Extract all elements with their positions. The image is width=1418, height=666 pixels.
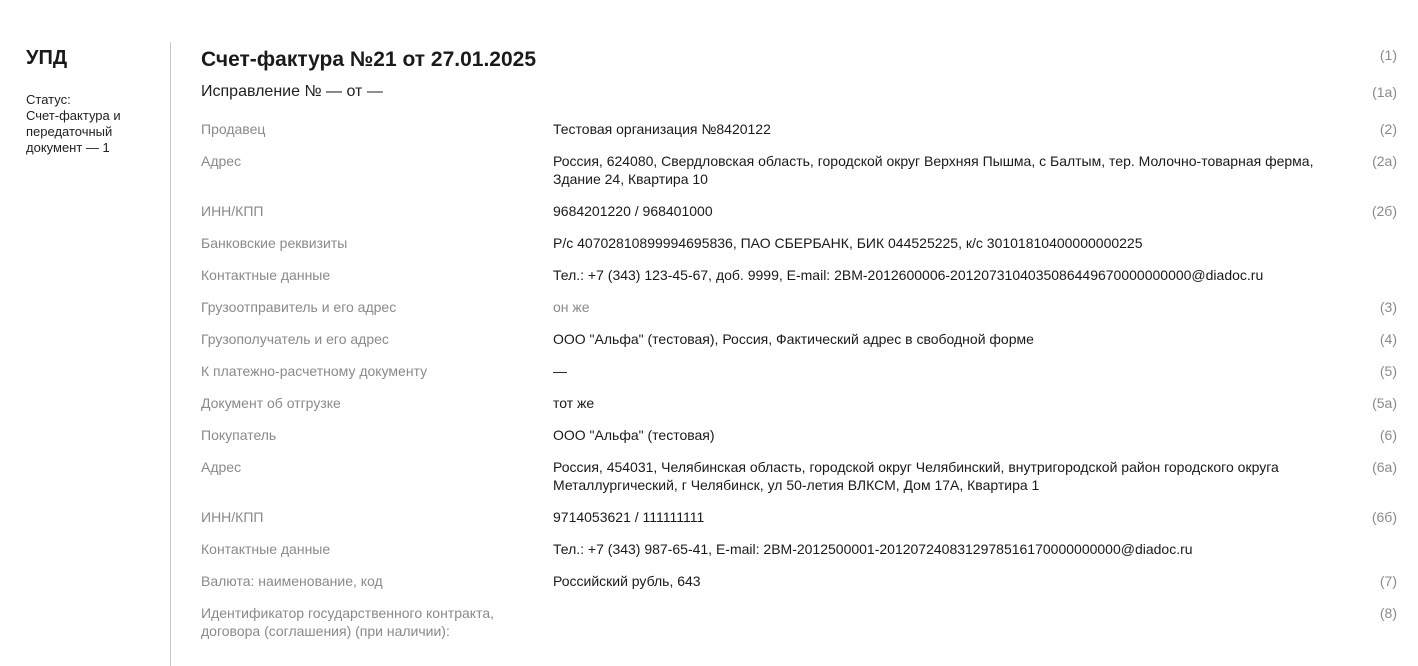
- field-bank-details: [201, 234, 1397, 252]
- field-value: Тел.: +7 (343) 123-45-67, доб. 9999, E-mail: 2BM-2012600006-2012073104035086449670000000000@diadoc.ru: [553, 267, 1264, 283]
- field-label: Банковские реквизиты: [201, 235, 348, 251]
- field-value: он же: [553, 299, 590, 315]
- field-value: [553, 604, 1343, 640]
- title-row: [201, 44, 1397, 76]
- field-label: Контактные данные: [201, 541, 331, 557]
- field-ref: (6): [1379, 427, 1397, 443]
- field-consignee: [201, 330, 1397, 348]
- correction-row: [201, 80, 1397, 108]
- field-ref: (8): [1379, 605, 1397, 621]
- field-label: ИНН/КПП: [201, 509, 264, 525]
- field-buyer-inn-kpp: [201, 508, 1397, 526]
- field-value: Российский рубль, 643: [553, 573, 701, 589]
- document-body: [201, 44, 1397, 654]
- field-payment-document: [201, 362, 1397, 380]
- field-ref: (6а): [1372, 459, 1397, 475]
- title-ref: (1): [1379, 47, 1397, 63]
- field-seller-inn-kpp: [201, 202, 1397, 220]
- field-value: Тел.: +7 (343) 987-65-41, E-mail: 2BM-2012500001-2012072408312978516170000000000@diadoc.ru: [553, 541, 1193, 557]
- field-value: тот же: [553, 395, 595, 411]
- field-ref: (2б): [1371, 203, 1397, 219]
- field-value: 9684201220 / 968401000: [553, 203, 713, 219]
- field-label: Грузополучатель и его адрес: [201, 331, 389, 347]
- field-ref: (2а): [1372, 153, 1397, 169]
- field-ref: (6б): [1371, 509, 1397, 525]
- document-type: УПД: [26, 47, 68, 69]
- correction-text: Исправление № — от —: [201, 83, 383, 100]
- page-title: Счет-фактура №21 от 27.01.2025: [201, 48, 537, 71]
- field-label: К платежно-расчетному документу: [201, 363, 428, 379]
- field-seller-address: [201, 152, 1397, 188]
- field-label: Валюта: наименование, код: [201, 573, 383, 589]
- field-ref: (7): [1379, 573, 1397, 589]
- field-ref: (5а): [1372, 395, 1397, 411]
- field-seller-contacts: [201, 266, 1397, 284]
- field-value: Тестовая организация №8420122: [553, 121, 771, 137]
- field-label: Продавец: [201, 121, 266, 137]
- field-value: ООО "Альфа" (тестовая): [553, 427, 715, 443]
- field-buyer-contacts: [201, 540, 1397, 558]
- field-label: Грузоотправитель и его адрес: [201, 299, 397, 315]
- field-contract-id: [201, 604, 1397, 640]
- fields-list: [201, 120, 1397, 640]
- field-buyer-address: [201, 458, 1397, 494]
- field-ref: (2): [1379, 121, 1397, 137]
- field-shipper: [201, 298, 1397, 316]
- field-buyer: [201, 426, 1397, 444]
- status-label: Статус:: [26, 92, 71, 107]
- sidebar-divider: [170, 42, 171, 666]
- field-label: Адрес: [201, 153, 242, 169]
- field-label: Документ об отгрузке: [201, 395, 341, 411]
- field-value: Р/с 40702810899994695836, ПАО СБЕРБАНК, БИК 044525225, к/с 30101810400000000225: [553, 235, 1143, 251]
- field-ref: (5): [1379, 363, 1397, 379]
- field-label: ИНН/КПП: [201, 203, 264, 219]
- correction-ref: (1а): [1372, 84, 1397, 100]
- field-label: Адрес: [201, 459, 242, 475]
- status-value: Счет-фактура и передаточный документ — 1: [26, 108, 121, 155]
- field-label: Покупатель: [201, 427, 277, 443]
- field-value: ООО "Альфа" (тестовая), Россия, Фактический адрес в свободной форме: [553, 331, 1034, 347]
- field-value: Россия, 624080, Свердловская область, городской округ Верхняя Пышма, с Балтым, тер. Молочно-товарная ферма, Здание 24, Квартира 10: [553, 153, 1314, 187]
- field-value: Россия, 454031, Челябинская область, городской округ Челябинский, внутригородской район городского округа Металлургический, г Челябинск, ул 50-летия ВЛКСМ, Дом 17А, Квартира 1: [553, 459, 1279, 493]
- field-currency: [201, 572, 1397, 590]
- field-label: Идентификатор государственного контракта, договора (соглашения) (при наличии):: [201, 605, 495, 639]
- sidebar: [26, 44, 156, 156]
- field-shipment-document: [201, 394, 1397, 412]
- field-value: —: [553, 363, 567, 379]
- field-ref: (4): [1379, 331, 1397, 347]
- field-label: Контактные данные: [201, 267, 331, 283]
- field-seller: [201, 120, 1397, 138]
- field-ref: (3): [1379, 299, 1397, 315]
- field-value: 9714053621 / 111111111: [553, 509, 705, 525]
